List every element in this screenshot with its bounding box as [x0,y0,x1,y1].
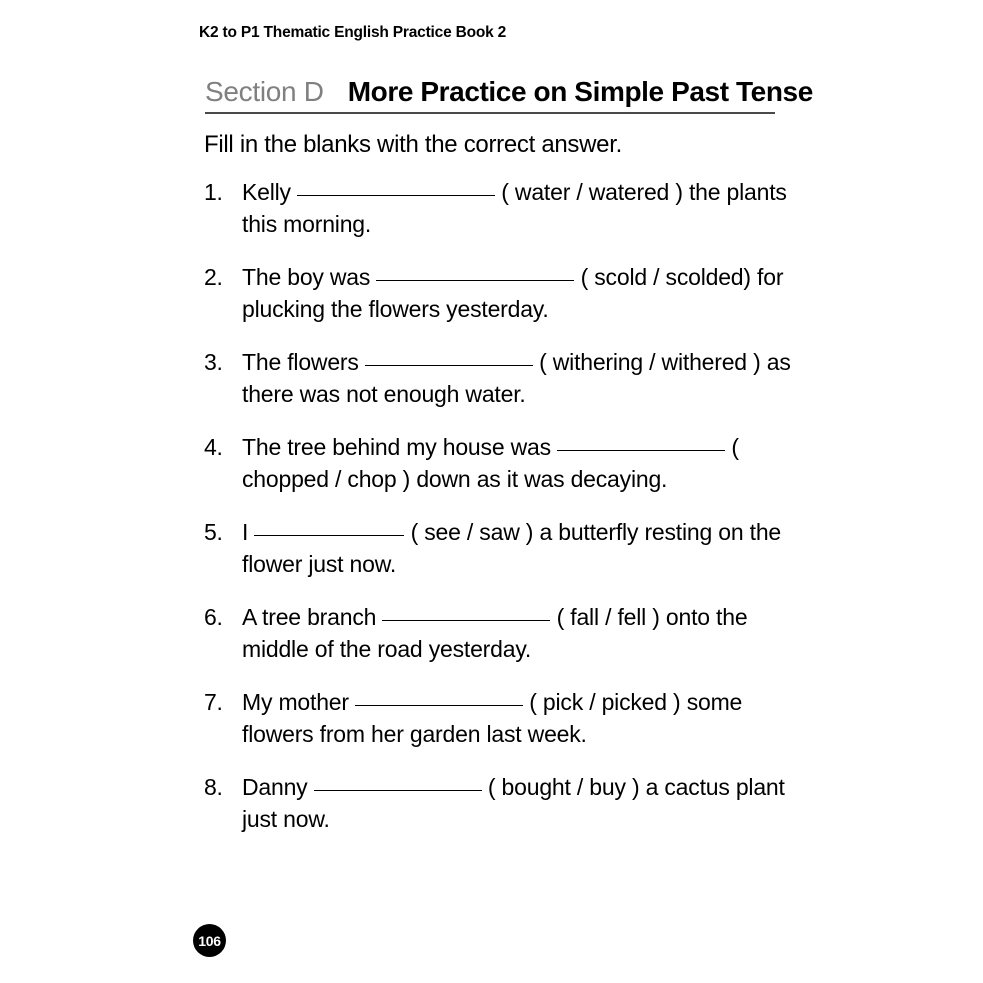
section-title: More Practice on Simple Past Tense [347,76,813,107]
question-text-before: Kelly [242,179,291,205]
question-text-after: ( see / saw ) a butterfly resting on the flower just now. [242,519,782,577]
running-header [199,24,506,42]
question-item [204,686,804,750]
section-label: Section D [205,76,324,107]
question-text-before: I [242,519,249,545]
question-number: 7. [204,689,223,715]
question-text [242,686,804,750]
question-number: 3. [204,349,223,375]
question-text-after: ( water / watered ) the plants this morning. [242,179,787,237]
question-text [242,346,804,410]
question-list [204,176,804,856]
question-item [204,346,804,410]
question-text-before: Danny [242,774,308,800]
question-text-after: ( chopped / chop ) down as it was decaying. [242,434,739,492]
question-number: 5. [204,519,223,545]
question-item [204,516,804,580]
question-text-after: ( scold / scolded) for plucking the flowers yesterday. [242,264,784,322]
answer-blank[interactable] [557,450,725,451]
header-book-title: Thematic English Practice Book 2 [263,24,507,41]
question-text-before: My mother [242,689,349,715]
question-text-before: The flowers [242,349,359,375]
question-text-after: ( withering / withered ) as there was not enough water. [242,349,791,407]
question-text-before: A tree branch [242,604,377,630]
question-text [242,516,804,580]
question-item [204,176,804,240]
question-text [242,771,804,835]
header-level-label: K2 to P1 [199,24,260,41]
question-item [204,601,804,665]
question-number: 2. [204,264,223,290]
answer-blank[interactable] [297,195,495,196]
question-text [242,601,804,665]
question-text [242,431,804,495]
question-number: 1. [204,179,223,205]
section-header [205,76,813,114]
question-item [204,261,804,325]
answer-blank[interactable] [382,620,550,621]
answer-blank[interactable] [314,790,482,791]
question-text-after: ( bought / buy ) a cactus plant just now. [242,774,785,832]
answer-blank[interactable] [254,535,404,536]
answer-blank[interactable] [376,280,574,281]
question-text [242,261,804,325]
question-number: 4. [204,434,223,460]
page-number-badge: 106 [193,924,226,957]
instruction-text: Fill in the blanks with the correct answer. [204,131,622,158]
question-number: 6. [204,604,223,630]
question-text-before: The boy was [242,264,371,290]
question-text-after: ( pick / picked ) some flowers from her garden last week. [242,689,743,747]
question-item [204,431,804,495]
question-text-after: ( fall / fell ) onto the middle of the road yesterday. [242,604,748,662]
question-text-before: The tree behind my house was [242,434,551,460]
answer-blank[interactable] [355,705,523,706]
question-number: 8. [204,774,223,800]
answer-blank[interactable] [365,365,533,366]
question-text [242,176,804,240]
question-item [204,771,804,835]
